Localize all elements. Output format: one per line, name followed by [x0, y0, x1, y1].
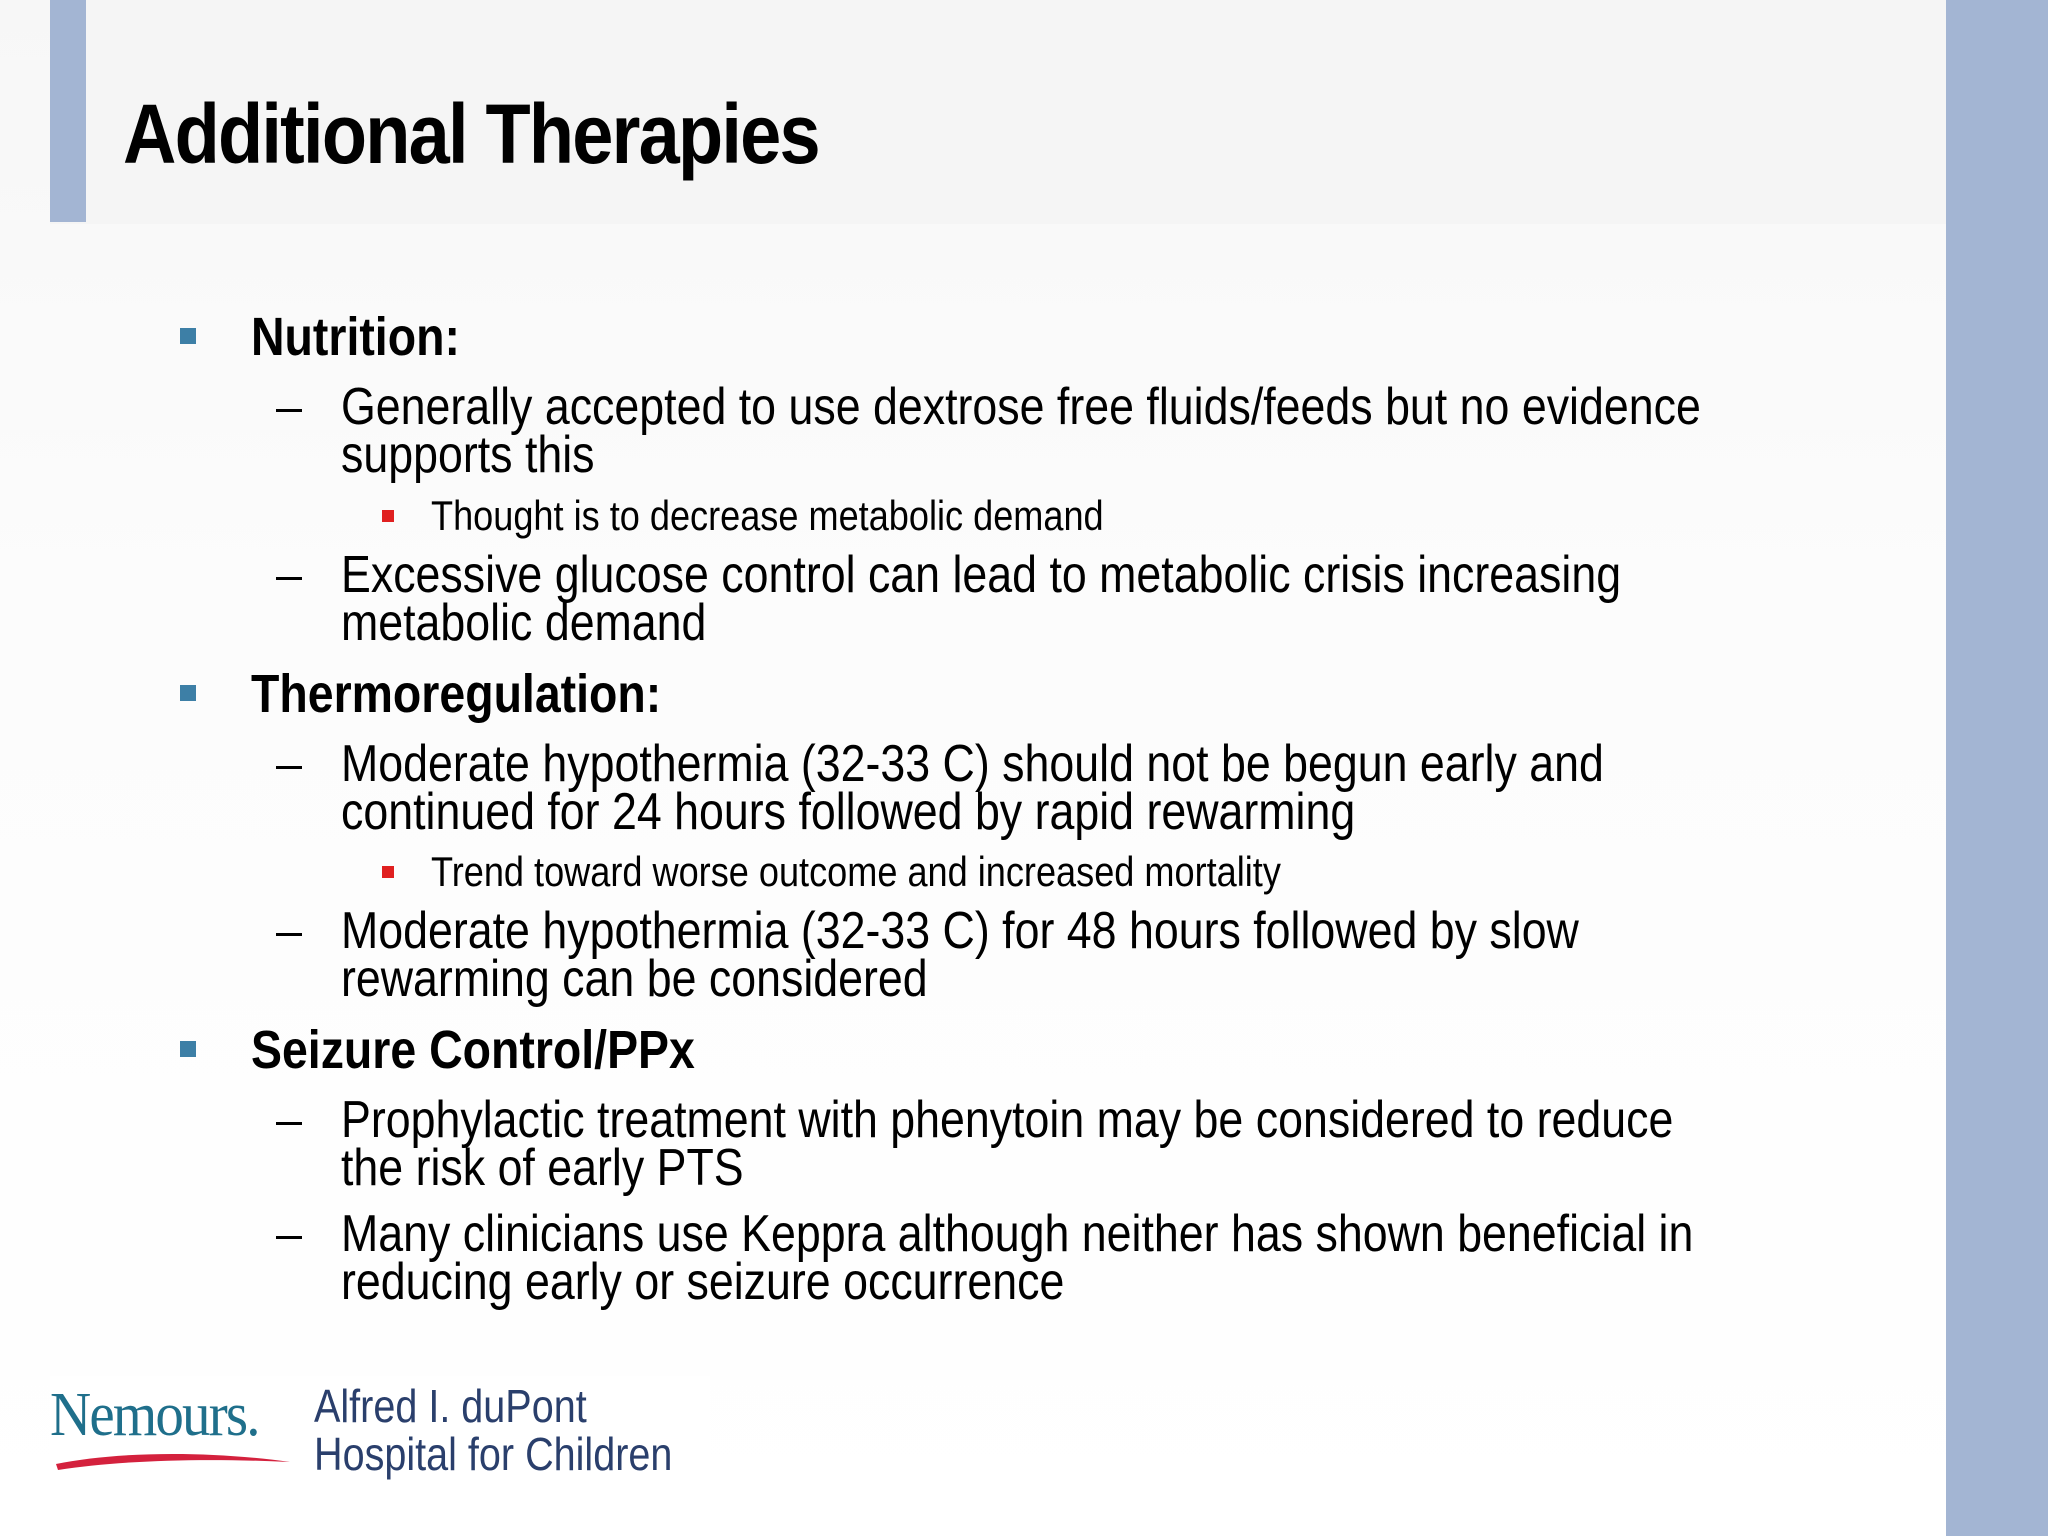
section-heading-nutrition: Nutrition:	[251, 307, 460, 367]
item-line: Excessive glucose control can lead to metabolic crisis increasing	[341, 546, 1622, 604]
logo-swoosh-icon	[54, 1450, 294, 1472]
bullet-square-icon	[180, 1041, 196, 1057]
list-item	[341, 1205, 1694, 1311]
dash-bullet-icon	[276, 577, 302, 580]
list-item	[341, 902, 1579, 1008]
bullet-square-red-icon	[382, 866, 394, 878]
dash-bullet-icon	[276, 1236, 302, 1239]
list-item	[341, 378, 1701, 484]
logo-brand-text: Nemours.	[50, 1381, 259, 1449]
item-line: metabolic demand	[341, 594, 707, 652]
item-line: supports this	[341, 426, 595, 484]
sub-item: Trend toward worse outcome and increased mortality	[431, 848, 1281, 895]
nemours-logo	[50, 1376, 710, 1536]
logo-hospital-name	[314, 1382, 672, 1478]
item-line: Many clinicians use Keppra although neither has shown beneficial in	[341, 1205, 1694, 1263]
item-line: the risk of early PTS	[341, 1139, 744, 1197]
list-item	[341, 1091, 1674, 1197]
item-line: Moderate hypothermia (32-33 C) for 48 hours followed by slow	[341, 902, 1579, 960]
item-line: continued for 24 hours followed by rapid rewarming	[341, 783, 1356, 841]
logo-hospital-line: Alfred I. duPont	[314, 1380, 587, 1432]
item-line: reducing early or seizure occurrence	[341, 1253, 1065, 1311]
sub-item: Thought is to decrease metabolic demand	[431, 492, 1104, 539]
item-line: Moderate hypothermia (32-33 C) should not be begun early and	[341, 735, 1604, 793]
list-item	[341, 546, 1622, 652]
dash-bullet-icon	[276, 1122, 302, 1125]
section-heading-seizure-control: Seizure Control/PPx	[251, 1020, 695, 1080]
right-accent-bar	[1946, 0, 2048, 1536]
item-line: rewarming can be considered	[341, 950, 928, 1008]
dash-bullet-icon	[276, 933, 302, 936]
bullet-square-icon	[180, 328, 196, 344]
item-line: Prophylactic treatment with phenytoin may be considered to reduce	[341, 1091, 1674, 1149]
slide-title: Additional Therapies	[123, 87, 819, 181]
dash-bullet-icon	[276, 766, 302, 769]
list-item	[341, 735, 1604, 841]
dash-bullet-icon	[276, 409, 302, 412]
bullet-square-red-icon	[382, 510, 394, 522]
bullet-square-icon	[180, 685, 196, 701]
item-line: Generally accepted to use dextrose free fluids/feeds but no evidence	[341, 378, 1701, 436]
logo-hospital-line: Hospital for Children	[314, 1428, 673, 1480]
section-heading-thermoregulation: Thermoregulation:	[251, 664, 662, 724]
